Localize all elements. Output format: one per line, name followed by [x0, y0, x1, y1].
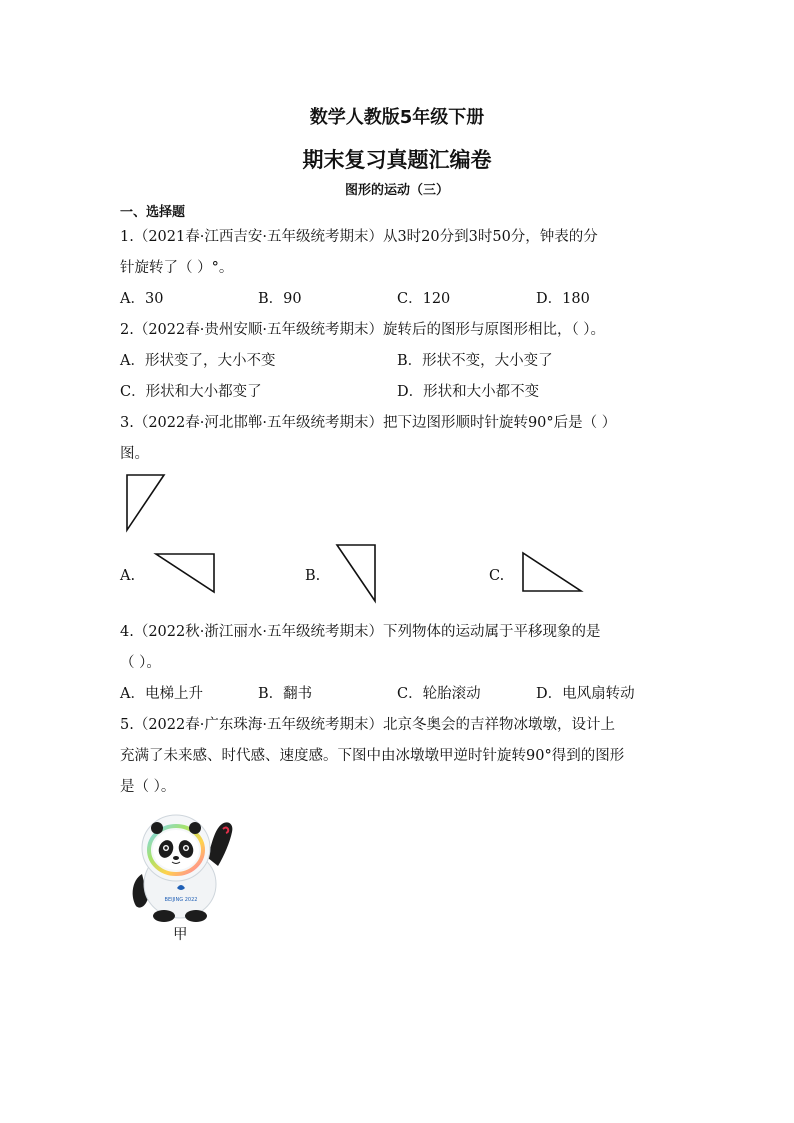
- q3-original-triangle: [124, 473, 168, 533]
- topic-heading: 图形的运动（三）: [344, 183, 449, 198]
- q3-option-a-triangle[interactable]: [154, 552, 218, 596]
- q2-option-d[interactable]: D．形状和大小都不变: [397, 384, 540, 400]
- q1-text-line1: 1.（2021春·江西吉安·五年级统考期末）从3时20分到3时50分，钟表的分: [120, 229, 598, 245]
- mascot-caption-jia: 甲: [173, 927, 188, 943]
- q3-text-line1: 3.（2022春·河北邯郸·五年级统考期末）把下边图形顺时针旋转90°后是（ ）: [120, 415, 617, 431]
- q3-text-line2: 图。: [120, 446, 149, 462]
- q3-option-c-triangle[interactable]: [521, 551, 585, 595]
- bing-dwen-dwen-mascot-image: [124, 808, 238, 923]
- q1-text-line2: 针旋转了（ ）°。: [120, 260, 234, 276]
- q2-option-c[interactable]: C．形状和大小都变了: [120, 384, 262, 400]
- page-title: 数学人教版5年级下册: [309, 107, 485, 128]
- q2-text-line1: 2.（2022春·贵州安顺·五年级统考期末）旋转后的图形与原图形相比，（ ）。: [120, 322, 606, 338]
- q1-option-c[interactable]: C．120: [397, 291, 451, 307]
- q5-text-line3: 是（ ）。: [120, 779, 176, 795]
- page-subtitle: 期末复习真题汇编卷: [302, 148, 492, 172]
- mascot-emblem-text: BEIJING 2022: [164, 897, 198, 903]
- q4-text-line1: 4.（2022秋·浙江丽水·五年级统考期末）下列物体的运动属于平移现象的是: [120, 624, 601, 640]
- q2-option-b[interactable]: B．形状不变，大小变了: [397, 353, 553, 369]
- q1-option-a[interactable]: A．30: [120, 291, 164, 307]
- q1-option-d[interactable]: D．180: [536, 291, 590, 307]
- q4-option-d[interactable]: D．电风扇转动: [536, 686, 635, 702]
- q2-option-a[interactable]: A．形状变了，大小不变: [120, 353, 276, 369]
- q1-option-b[interactable]: B．90: [258, 291, 302, 307]
- q4-option-a[interactable]: A．电梯上升: [120, 686, 203, 702]
- q3-option-b[interactable]: B.: [305, 568, 321, 584]
- q4-option-b[interactable]: B．翻书: [258, 686, 313, 702]
- q3-option-b-triangle[interactable]: [335, 543, 381, 605]
- q4-option-c[interactable]: C．轮胎滚动: [397, 686, 481, 702]
- q5-text-line1: 5.（2022春·广东珠海·五年级统考期末）北京冬奥会的吉祥物冰墩墩，设计上: [120, 717, 615, 733]
- section-heading: 一、选择题: [120, 205, 186, 220]
- q4-text-line2: （ ）。: [120, 655, 161, 671]
- q5-text-line2: 充满了未来感、时代感、速度感。下图中由冰墩墩甲逆时针旋转90°得到的图形: [120, 748, 625, 764]
- q3-option-c[interactable]: C.: [489, 568, 505, 584]
- q3-option-a[interactable]: A.: [120, 568, 136, 584]
